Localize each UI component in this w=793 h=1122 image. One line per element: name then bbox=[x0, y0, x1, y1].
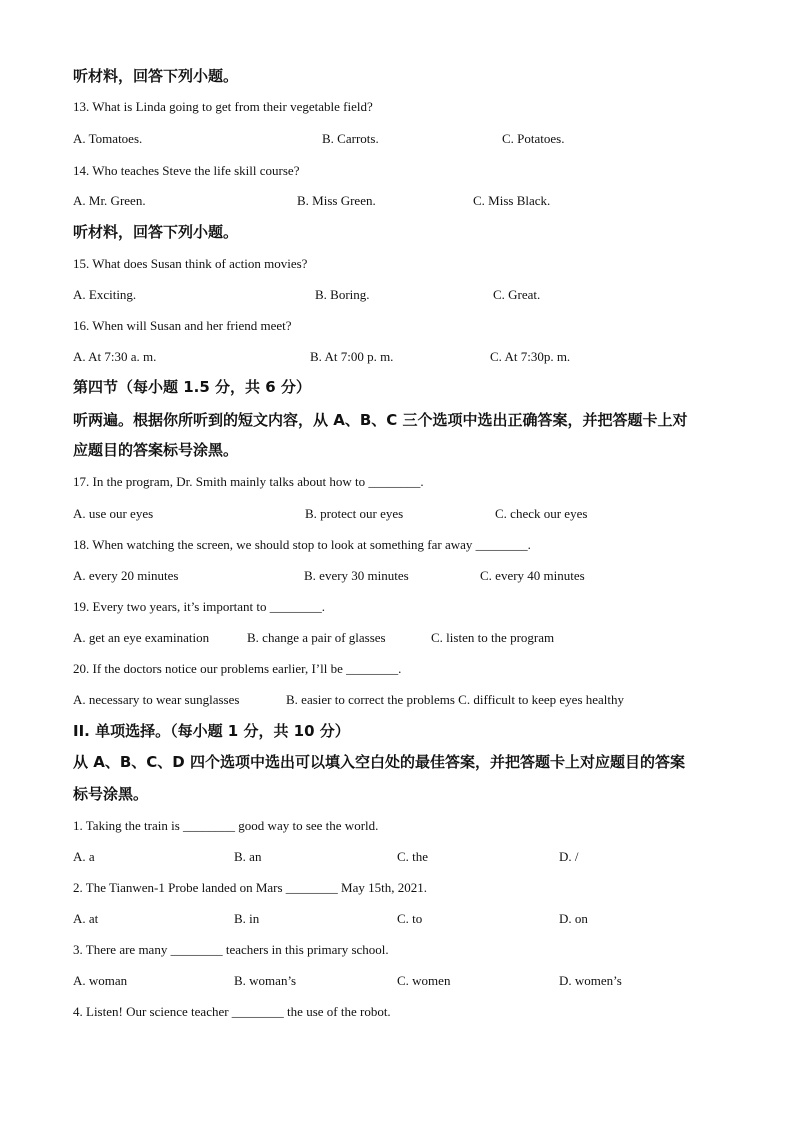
option-15a: A. Exciting. bbox=[73, 287, 137, 302]
option-15b: B. Boring. bbox=[315, 287, 370, 302]
option-14c: C. Miss Black. bbox=[473, 193, 551, 208]
option-13a: A. Tomatoes. bbox=[73, 131, 143, 146]
option-2c: C. to bbox=[397, 911, 423, 926]
question-19: 19. Every two years, it’s important to ________. bbox=[73, 599, 326, 614]
option-1b: B. an bbox=[234, 849, 262, 864]
option-17c: C. check our eyes bbox=[495, 506, 588, 521]
question-2: 2. The Tianwen-1 Probe landed on Mars ________ May 15th, 2021. bbox=[73, 880, 427, 895]
option-3a: A. woman bbox=[73, 973, 128, 988]
part-heading: 第四节（每小题 1.5 分，共 6 分） bbox=[73, 378, 311, 396]
instructions: 听两遍。根据你所听到的短文内容，从 A、B、C 三个选项中选出正确答案，并把答题卡上对 bbox=[73, 411, 688, 429]
option-14b: B. Miss Green. bbox=[297, 193, 376, 208]
option-20a: A. necessary to wear sunglasses bbox=[73, 692, 240, 707]
option-18b: B. every 30 minutes bbox=[304, 568, 409, 583]
instructions: 从 A、B、C、D 四个选项中选出可以填入空白处的最佳答案，并把答题卡上对应题目的答案 bbox=[73, 753, 685, 771]
option-1c: C. the bbox=[397, 849, 429, 864]
option-2a: A. at bbox=[73, 911, 99, 926]
question-14: 14. Who teaches Steve the life skill course? bbox=[73, 163, 300, 178]
option-18a: A. every 20 minutes bbox=[73, 568, 179, 583]
question-3: 3. There are many ________ teachers in this primary school. bbox=[73, 942, 389, 957]
option-19a: A. get an eye examination bbox=[73, 630, 210, 645]
question-13: 13. What is Linda going to get from their vegetable field? bbox=[73, 99, 373, 114]
option-13c: C. Potatoes. bbox=[502, 131, 565, 146]
question-17: 17. In the program, Dr. Smith mainly talks about how to ________. bbox=[73, 474, 424, 489]
option-16a: A. At 7:30 a. m. bbox=[73, 349, 157, 364]
option-17b: B. protect our eyes bbox=[305, 506, 404, 521]
option-16b: B. At 7:00 p. m. bbox=[310, 349, 394, 364]
option-17a: A. use our eyes bbox=[73, 506, 154, 521]
option-19c: C. listen to the program bbox=[431, 630, 555, 645]
instructions: 标号涂黑。 bbox=[73, 785, 149, 803]
option-3c: C. women bbox=[397, 973, 451, 988]
option-16c: C. At 7:30p. m. bbox=[490, 349, 571, 364]
question-4: 4. Listen! Our science teacher ________ the use of the robot. bbox=[73, 1004, 391, 1019]
option-13b: B. Carrots. bbox=[322, 131, 379, 146]
option-18c: C. every 40 minutes bbox=[480, 568, 585, 583]
section-heading: 听材料，回答下列小题。 bbox=[73, 223, 239, 241]
instructions: 应题目的答案标号涂黑。 bbox=[73, 441, 239, 459]
question-1: 1. Taking the train is ________ good way to see the world. bbox=[73, 818, 379, 833]
part-heading: II. 单项选择。（每小题 1 分，共 10 分） bbox=[73, 722, 350, 740]
option-19b: B. change a pair of glasses bbox=[247, 630, 386, 645]
question-20: 20. If the doctors notice our problems earlier, I’ll be ________. bbox=[73, 661, 402, 676]
section-heading: 听材料，回答下列小题。 bbox=[73, 67, 239, 85]
question-16: 16. When will Susan and her friend meet? bbox=[73, 318, 292, 333]
question-15: 15. What does Susan think of action movies? bbox=[73, 256, 308, 271]
option-2b: B. in bbox=[234, 911, 260, 926]
option-15c: C. Great. bbox=[493, 287, 541, 302]
option-3d: D. women’s bbox=[559, 973, 622, 988]
option-20bc: B. easier to correct the problems C. difficult to keep eyes healthy bbox=[286, 692, 625, 707]
option-3b: B. woman’s bbox=[234, 973, 297, 988]
question-18: 18. When watching the screen, we should stop to look at something far away ________. bbox=[73, 537, 531, 552]
option-2d: D. on bbox=[559, 911, 588, 926]
option-1a: A. a bbox=[73, 849, 95, 864]
option-14a: A. Mr. Green. bbox=[73, 193, 146, 208]
option-1d: D. / bbox=[559, 849, 579, 864]
